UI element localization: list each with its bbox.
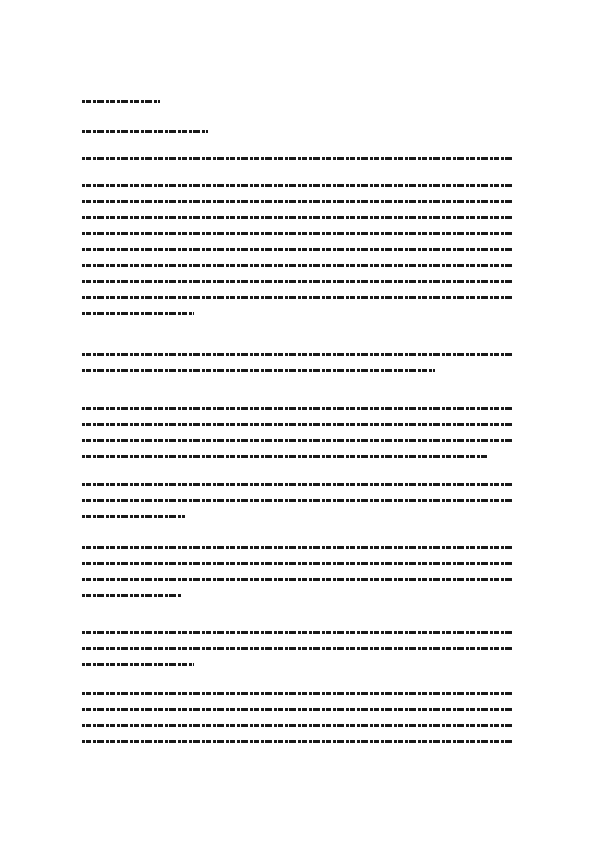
paragraph-5 — [82, 546, 513, 610]
paragraph-2 — [82, 353, 513, 385]
date-line — [82, 96, 160, 108]
paragraph-3 — [82, 407, 513, 471]
subject-line — [82, 157, 513, 173]
recipient-line — [82, 126, 208, 138]
paragraph-1 — [82, 184, 513, 328]
paragraph-7 — [82, 692, 513, 756]
paragraph-6 — [82, 631, 513, 679]
paragraph-4 — [82, 483, 513, 531]
